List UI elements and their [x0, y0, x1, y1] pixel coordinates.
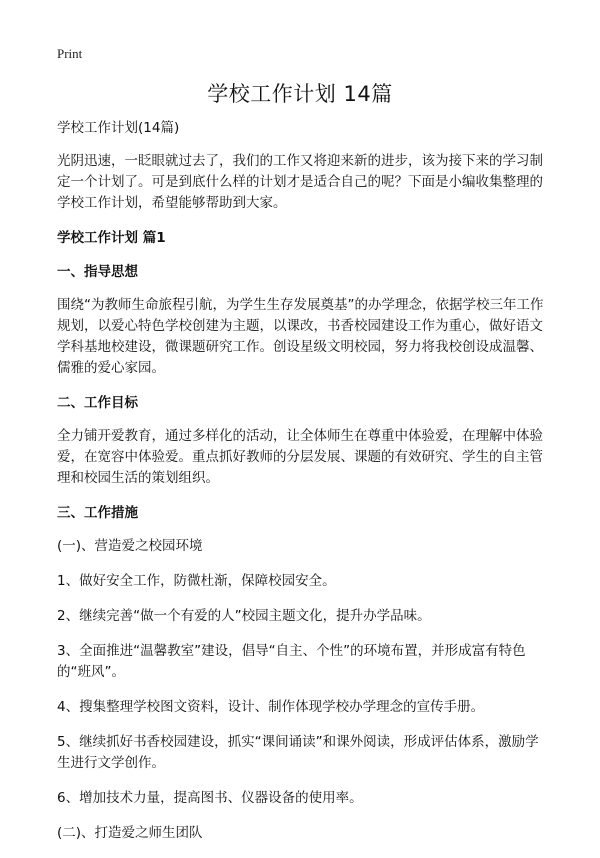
guide-heading: 一、指导思想 [57, 264, 138, 280]
section-title: 学校工作计划 篇1 [57, 230, 166, 246]
measure-item-6: 6、增加技术力量，提高图书、仪器设备的使用率。 [57, 790, 363, 806]
page-title: 学校工作计划 14篇 [207, 82, 393, 106]
measures-subheading-1: (一)、营造爱之校园环境 [57, 538, 203, 554]
measures-subheading-2: (二)、打造爱之师生团队 [57, 825, 203, 841]
print-link[interactable]: Print [57, 46, 83, 61]
goal-heading: 二、工作目标 [57, 395, 138, 411]
intro-paragraph: 光阴迅速，一眨眼就过去了，我们的工作又将迎来新的进步，该为接下来的学习制定一个计划了。可是到底什么样的计划才是适合自己的呢？下面是小编收集整理的学校工作计划，希望能够帮助到大家。 [57, 153, 543, 211]
article-body [57, 118, 547, 858]
measure-item-4: 4、搜集整理学校图文资料，设计、制作体现学校办学理念的宣传手册。 [57, 699, 485, 715]
measure-item-1: 1、做好安全工作，防微杜渐，保障校园安全。 [57, 573, 336, 589]
measures-heading: 三、工作措施 [57, 505, 138, 521]
article-subtitle: 学校工作计划(14篇) [57, 120, 180, 136]
measure-item-5: 5、继续抓好书香校园建设，抓实“课间诵读”和课外阅读，形成评估体系，激励学生进行文学创作。 [57, 734, 539, 771]
goal-paragraph: 全力铺开爱教育，通过多样化的活动，让全体师生在尊重中体验爱，在理解中体验爱，在宽容中体验爱。重点抓好教师的分层发展、课题的有效研究、学生的自主管理和校园生活的策划组织。 [57, 428, 543, 486]
measure-item-3: 3、全面推进“温馨教室”建设，倡导“自主、个性”的环境布置，并形成富有特色的“班风”。 [57, 643, 526, 680]
guide-paragraph: 围绕“为教师生命旅程引航，为学生生存发展奠基”的办学理念，依据学校三年工作规划，以爱心特色学校创建为主题，以课改，书香校园建设工作为重心，做好语文学科基地校建设，微课题研究工作。创设星级文明校园，努力将我校创设成温馨、儒雅的爱心家园。 [57, 297, 544, 376]
measure-item-2: 2、继续完善“做一个有爱的人”校园主题文化，提升办学品味。 [57, 608, 431, 624]
